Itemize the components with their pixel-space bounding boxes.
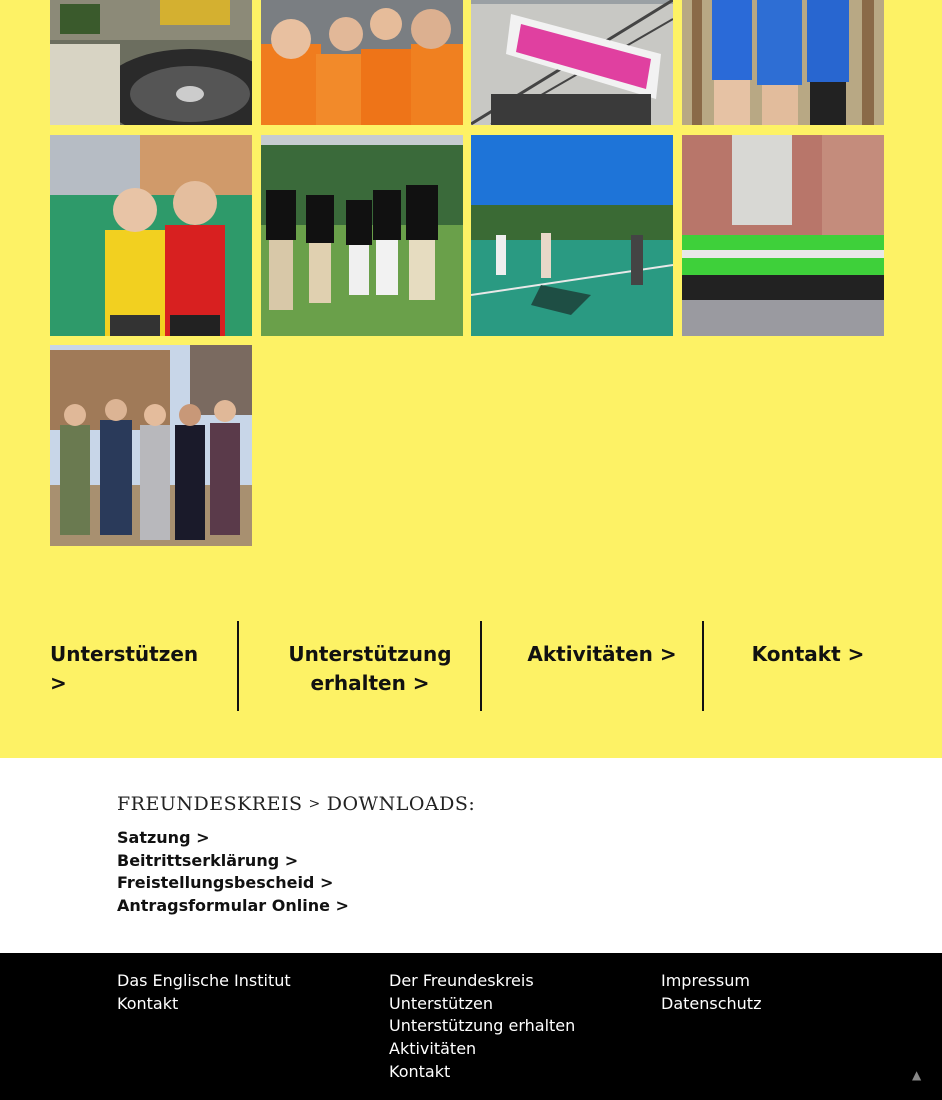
nav-get-support-link[interactable]	[285, 640, 455, 698]
footer-column-legal	[661, 970, 761, 1015]
downloads-title	[117, 793, 475, 815]
downloads-title-part1: FREUNDESKREIS	[117, 793, 303, 815]
footer-link-unterstuetzung-erhalten[interactable]: Unterstützung erhalten	[389, 1016, 576, 1036]
nav-support-link[interactable]: Unterstützen >	[50, 642, 199, 695]
nav-divider	[237, 621, 239, 711]
graffiti-stairs-photo[interactable]	[471, 0, 673, 125]
footer-link-unterstuetzen[interactable]: Unterstützen	[389, 993, 493, 1013]
footer-link-kontakt[interactable]: Kontakt	[117, 993, 179, 1013]
downloads-list	[117, 827, 349, 918]
downloads-title-part2: DOWNLOADS:	[326, 793, 476, 815]
nav-get-support-line2: erhalten >	[310, 671, 430, 695]
running-group-photo[interactable]	[682, 135, 884, 336]
women-playground-photo[interactable]	[50, 345, 252, 546]
download-link-antragsformular[interactable]: Antragsformular Online >	[117, 896, 349, 916]
download-link-satzung[interactable]: Satzung >	[117, 828, 210, 847]
footer-link-datenschutz[interactable]: Datenschutz	[661, 993, 762, 1013]
sports-court-photo[interactable]	[471, 135, 673, 336]
footer-link-freundeskreis[interactable]: Der Freundeskreis	[389, 971, 534, 990]
downloads-title-separator: >	[308, 796, 321, 812]
nav-contact-link[interactable]: Kontakt >	[751, 642, 865, 666]
footer-link-aktivitaeten[interactable]: Aktivitäten	[389, 1039, 477, 1059]
dj-turntable-photo[interactable]	[50, 0, 252, 125]
download-link-beitrittserklaerung[interactable]: Beitrittserklärung >	[117, 850, 299, 870]
nav-divider	[480, 621, 482, 711]
nav-get-support-line1: Unterstützung	[288, 642, 452, 666]
footer-link-kontakt-2[interactable]: Kontakt	[389, 1061, 451, 1081]
download-link-freistellungsbescheid[interactable]: Freistellungsbescheid >	[117, 873, 334, 893]
footer-column-institute	[117, 970, 291, 1015]
two-boys-football-pitch-photo[interactable]	[50, 135, 252, 336]
footer-column-freundeskreis	[389, 970, 575, 1084]
nav-divider	[702, 621, 704, 711]
kids-blue-shirts-photo[interactable]	[682, 0, 884, 125]
kids-orange-shirts-photo[interactable]	[261, 0, 463, 125]
footer-link-englisches-institut[interactable]: Das Englische Institut	[117, 971, 291, 990]
scroll-to-top-icon[interactable]: ▲	[912, 1068, 922, 1082]
golf-team-photo[interactable]	[261, 135, 463, 336]
nav-activities-link[interactable]: Aktivitäten >	[527, 642, 677, 666]
footer-link-impressum[interactable]: Impressum	[661, 971, 750, 990]
